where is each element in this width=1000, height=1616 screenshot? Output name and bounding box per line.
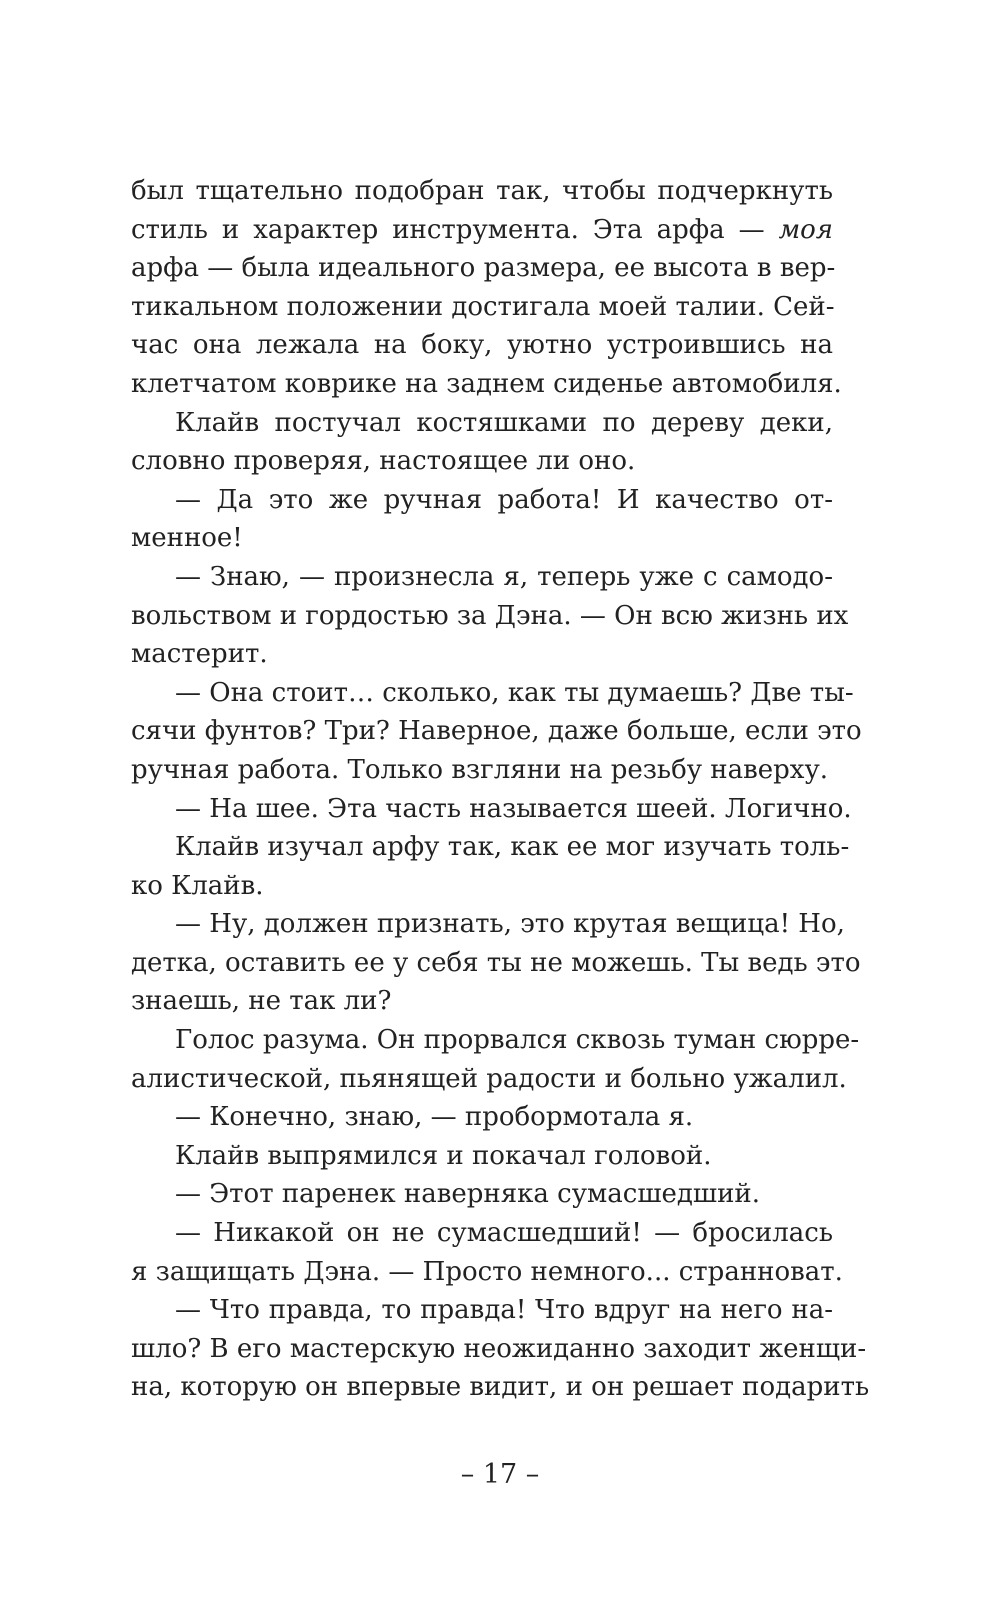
text-line [131, 211, 833, 250]
text-line-content: — Она стоит… сколько, как ты думаешь? Две ты- [175, 677, 854, 708]
text-line-content: Голос разума. Он прорвался сквозь туман сюрре- [175, 1025, 860, 1056]
text-line [131, 751, 833, 790]
text-line-content: знаешь, не так ли? [131, 986, 392, 1017]
italic-emphasis: моя [778, 214, 833, 245]
text-line [131, 674, 854, 713]
text-line [131, 172, 833, 211]
text-line [131, 944, 861, 983]
text-line-content: мастерит. [131, 639, 268, 670]
text-line-content: — Этот паренек наверняка сумасшедший. [175, 1179, 760, 1210]
text-line [131, 635, 833, 674]
page-number: – 17 – [460, 1459, 540, 1490]
text-line-content: сячи фунтов? Три? Наверное, даже больше, если это [131, 716, 862, 747]
text-line-content: менное! [131, 523, 243, 554]
text-line [131, 558, 833, 597]
text-line [131, 905, 845, 944]
text-line [131, 1330, 867, 1369]
text-line-content: — Что правда, то правда! Что вдруг на него на- [175, 1295, 833, 1326]
text-line [131, 249, 836, 288]
text-line-content: ручная работа. Только взгляни на резьбу наверху. [131, 754, 829, 785]
text-line [131, 1368, 870, 1407]
text-line-content: — На шее. Эта часть называется шеей. Логично. [175, 793, 852, 824]
text-line [131, 442, 833, 481]
text-line [131, 404, 833, 443]
text-line-content: — Да это же ручная работа! И качество от- [175, 484, 833, 515]
text-line [131, 326, 833, 365]
text-line [131, 519, 833, 558]
text-line-content: арфа — была идеального размера, ее высота в вер- [131, 253, 836, 284]
text-line [131, 867, 833, 906]
text-line [131, 1175, 833, 1214]
text-line-content: алистической, пьянящей радости и больно ужалил. [131, 1063, 847, 1094]
text-line [131, 712, 862, 751]
text-line [131, 1021, 860, 1060]
text-line-content: шло? В его мастерскую неожиданно заходит женщи- [131, 1333, 867, 1364]
text-line-content: детка, оставить ее у себя ты не можешь. Ты ведь это [131, 947, 861, 978]
text-line-content: тикальном положении достигала моей талии. Сей- [131, 291, 835, 322]
text-line-content: стиль и характер инструмента. Эта арфа — [131, 214, 779, 245]
text-line [131, 481, 833, 520]
text-line-content: Клайв изучал арфу так, как ее мог изучать толь- [175, 832, 850, 863]
text-line-content: я защищать Дэна. — Просто немного... странноват. [131, 1256, 843, 1287]
text-line [131, 982, 833, 1021]
text-line [131, 828, 850, 867]
text-line [131, 365, 842, 404]
text-line [131, 1137, 833, 1176]
text-line [131, 1253, 843, 1292]
text-line [131, 288, 833, 327]
text-line-content: вольством и гордостью за Дэна. — Он всю жизнь их [131, 600, 849, 631]
text-line-content: — Никакой он не сумасшедший! — бросилась [175, 1218, 833, 1249]
text-line [131, 1214, 833, 1253]
text-line [131, 1291, 833, 1330]
text-line-content: — Знаю, — произнесла я, теперь уже с самодо- [175, 561, 833, 592]
text-line-content: словно проверяя, настоящее ли оно. [131, 446, 636, 477]
text-line-content: ко Клайв. [131, 870, 264, 901]
text-line-content: — Конечно, знаю, — пробормотала я. [175, 1102, 694, 1133]
text-line [131, 1098, 833, 1137]
text-line-content: час она лежала на боку, уютно устроившись на [131, 330, 833, 361]
text-line [131, 1060, 847, 1099]
text-line-content: на, которую он впервые видит, и он решает подарить [131, 1372, 870, 1403]
text-line-content: Клайв выпрямился и покачал головой. [175, 1140, 712, 1171]
text-line [131, 790, 852, 829]
text-line-content: был тщательно подобран так, чтобы подчеркнуть [131, 176, 833, 206]
text-line-content: — Ну, должен признать, это крутая вещица! Но, [175, 909, 845, 940]
body-text [131, 172, 870, 1407]
text-line-content: Клайв постучал костяшками по дереву деки, [175, 407, 833, 438]
text-line-content: клетчатом коврике на заднем сиденье автомобиля. [131, 368, 842, 399]
text-line [131, 597, 849, 636]
